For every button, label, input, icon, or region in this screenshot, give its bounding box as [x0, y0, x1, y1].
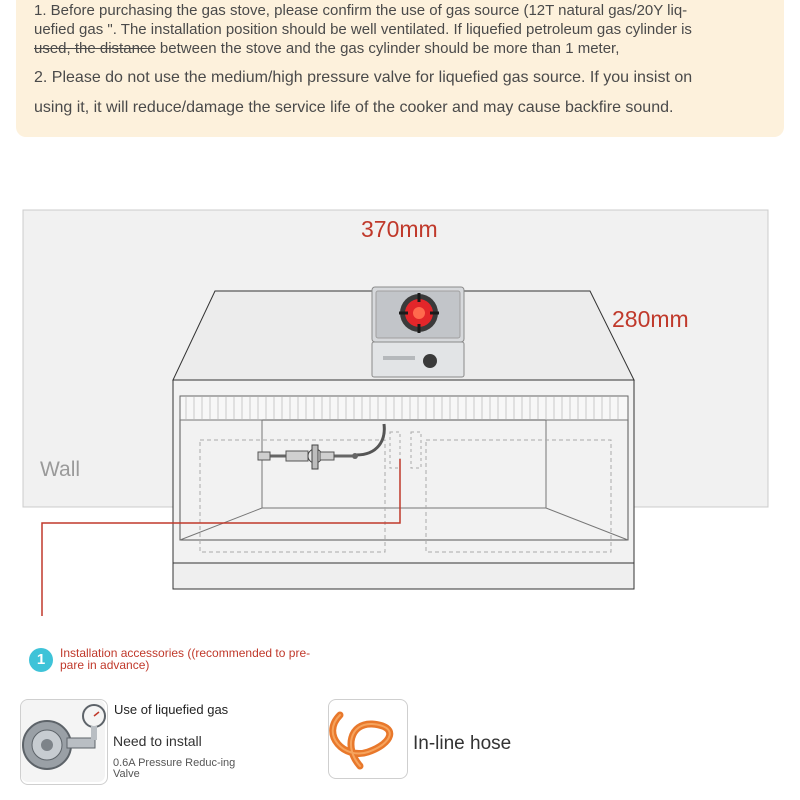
- notice-line: using it, it will reduce/damage the service life of the cooker and may cause backfire sound.: [34, 99, 674, 116]
- hose-label: In-line hose: [413, 733, 512, 754]
- depth-dimension-label: 280mm: [612, 306, 689, 332]
- stove-illustration: [372, 287, 464, 377]
- cabinet-drawer-strip: [180, 396, 628, 420]
- cabinet-plinth: [173, 563, 634, 589]
- notice-line: 1. Before purchasing the gas stove, please confirm the use of gas source (12T natural gas/20Y liq-: [34, 2, 688, 19]
- accessory-detail: 0.6A Pressure Reduc-ing Valve: [113, 757, 236, 780]
- valve-thumbnail: [20, 699, 108, 785]
- accessory-heading: Use of liquefied gas: [114, 702, 229, 717]
- width-dimension-label: 370mm: [361, 216, 438, 242]
- hose-thumbnail: [328, 699, 408, 779]
- step-number-badge: 1: [29, 648, 53, 672]
- struck-text: used, the distance: [34, 40, 156, 57]
- notice-line: 2. Please do not use the medium/high pressure valve for liquefied gas source. If you insist on: [34, 69, 693, 86]
- notice-line: uefied gas ". The installation position should be well ventilated. If liquefied petroleum gas cylinder is: [34, 21, 692, 38]
- accessories-title: Installation accessories ((recommended to pre-pare in advance): [60, 646, 311, 672]
- stove-knob-icon: [423, 354, 437, 368]
- notice-text: between the stove and the gas cylinder should be more than 1 meter,: [155, 40, 620, 57]
- wall-label: Wall: [40, 458, 81, 481]
- accessory-subheading: Need to install: [113, 733, 202, 749]
